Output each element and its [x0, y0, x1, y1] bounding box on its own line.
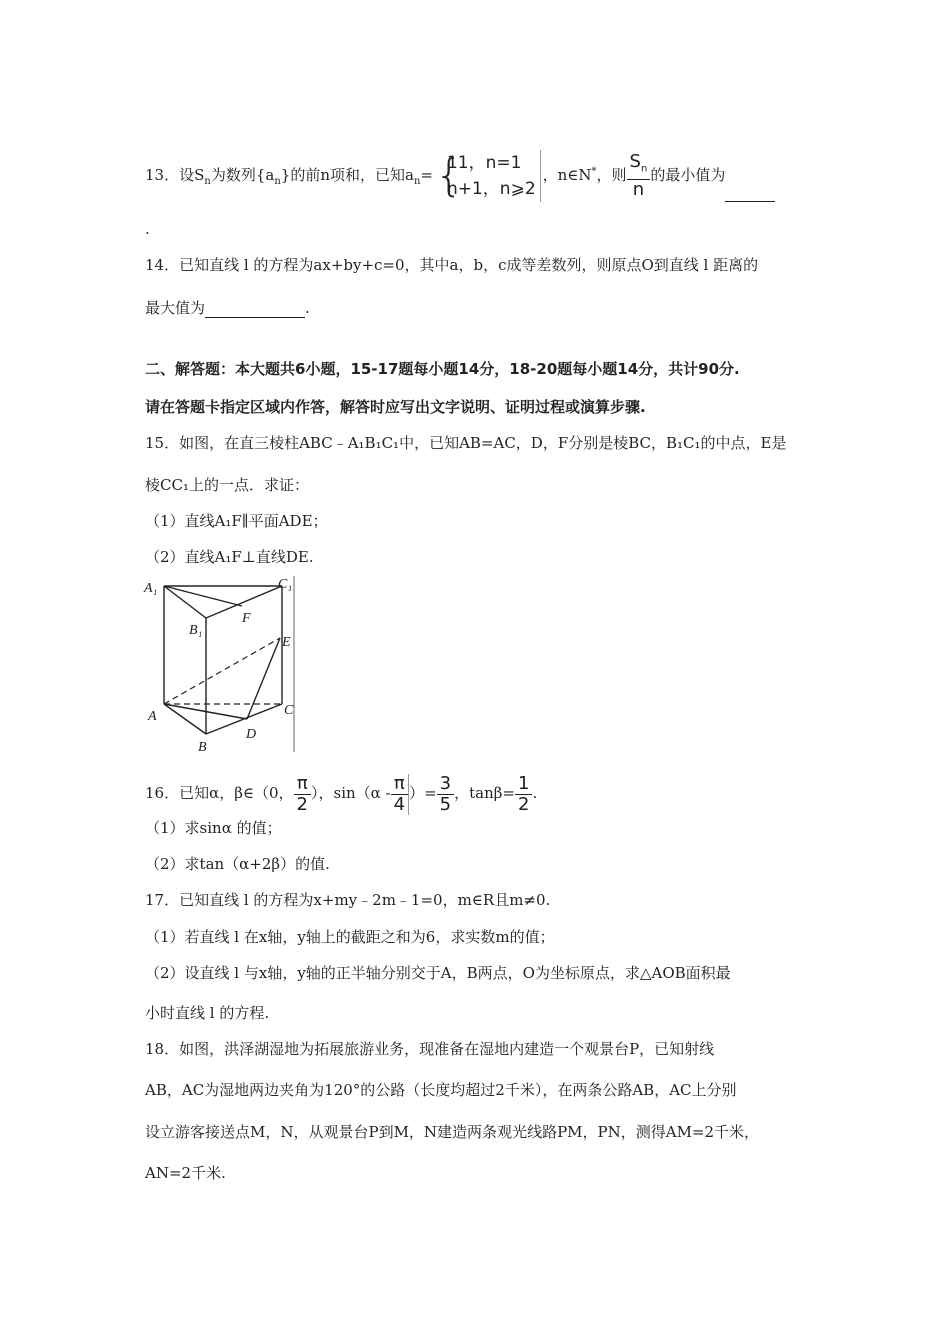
q15-line-2: 棱CC₁上的一点．求证：	[145, 476, 309, 494]
q16-text-4: ，tanβ=	[454, 784, 515, 802]
label-a1: A₁	[144, 581, 158, 596]
frac-num: π	[294, 774, 311, 795]
label-d: D	[246, 727, 257, 742]
pi-over-4	[391, 774, 409, 815]
q14-text: 最大值为	[145, 299, 206, 317]
q18-line-4: AN=2千米.	[145, 1164, 226, 1182]
q16-line	[145, 770, 537, 816]
frac-num: 3	[437, 774, 454, 795]
frac-den: 2	[517, 793, 530, 815]
q13-text-1: 13．设S	[145, 166, 205, 184]
q13-text-5: ，则	[596, 166, 627, 184]
prism-figure	[142, 576, 302, 756]
q14-line-2	[145, 298, 310, 318]
frac-den: n	[632, 179, 645, 201]
label-b1: B₁	[189, 623, 203, 638]
q15-part-1: （1）直线A₁F∥平面ADE；	[145, 512, 328, 530]
three-fifths	[437, 774, 454, 815]
q14-line-1: 14．已知直线 l 的方程为ax+by+c=0，其中a，b，c成等差数列，则原点O到直线 l 距离的	[145, 256, 759, 274]
pi-over-2	[294, 774, 311, 815]
segment-a1f	[164, 586, 242, 606]
q17-line-1: 17．已知直线 l 的方程为x+my﹣2m﹣1=0，m∈R且m≠0.	[145, 891, 551, 909]
frac-den: 2	[296, 793, 308, 815]
label-a: A	[148, 709, 157, 724]
q18-line-2: AB，AC为湿地两边夹角为120°的公路（长度均超过2千米），在两条公路AB，AC上分别	[145, 1081, 737, 1099]
label-c1: C₁	[278, 577, 293, 592]
q16-part-1: （1）求sinα 的值；	[145, 819, 282, 837]
frac-num: S	[629, 150, 641, 172]
answer-blank	[205, 303, 305, 318]
q13-text-2: 为数列{a	[210, 166, 275, 184]
q15-part-2: （2）直线A₁F⊥直线DE.	[145, 548, 314, 566]
q13-text-6: 的最小值为	[650, 166, 726, 184]
frac-den: 4	[393, 793, 406, 815]
section-header-1: 二、解答题：本大题共6小题，15-17题每小题14分，18-20题每小题14分，共计90分.	[145, 360, 740, 378]
q17-part-2b: 小时直线 l 的方程.	[145, 1004, 270, 1022]
label-f: F	[242, 611, 251, 626]
q14-suffix: .	[305, 299, 310, 317]
q18-line-1: 18．如图，洪泽湖湿地为拓展旅游业务，现准备在湿地内建造一个观景台P，已知射线	[145, 1040, 715, 1058]
q13-sub-2: n	[274, 176, 281, 187]
frac-den: 5	[439, 793, 452, 815]
q16-text-1: 16．已知α，β∈（0，	[145, 784, 294, 802]
case-1: 11，n=1	[446, 153, 522, 173]
q13-text-4: ，n∈N	[542, 166, 592, 184]
segment-ae-hidden	[164, 638, 280, 704]
q13-eq: =	[420, 166, 433, 184]
brace-icon: {	[434, 150, 463, 201]
q13-sub-3: n	[413, 176, 421, 187]
q13-line	[145, 150, 775, 202]
frac-num: π	[391, 774, 408, 795]
case-2: n+1，n⩾2	[446, 179, 536, 199]
q16-text-2: ），sin（α -	[311, 784, 391, 802]
sn-over-n-fraction	[627, 152, 651, 201]
q17-part-2a: （2）设直线 l 与x轴，y轴的正半轴分别交于A，B两点，O为坐标原点，求△AOB面积最	[145, 964, 731, 982]
q17-part-1: （1）若直线 l 在x轴，y轴上的截距之和为6，求实数m的值；	[145, 928, 555, 946]
q13-text-3: }的前n项和，已知a	[280, 166, 414, 184]
q15-line-1: 15．如图，在直三棱柱ABC﹣A₁B₁C₁中，已知AB=AC，D，F分别是棱BC，B₁C₁的中点，E是	[145, 434, 787, 452]
label-c: C	[284, 703, 294, 718]
q13-sub-1: n	[204, 176, 211, 187]
section-header-2: 请在答题卡指定区域内作答，解答时应写出文字说明、证明过程或演算步骤.	[145, 398, 646, 416]
q16-text-3: ）=	[409, 784, 437, 802]
q13-period: .	[145, 220, 150, 238]
q16-part-2: （2）求tan（α+2β）的值.	[145, 855, 330, 873]
q18-line-3: 设立游客接送点M，N，从观景台P到M，N建造两条观光线路PM，PN，测得AM=2千米，	[145, 1123, 760, 1141]
label-e: E	[282, 635, 291, 650]
answer-blank	[725, 187, 775, 202]
label-b: B	[198, 740, 207, 755]
one-half	[515, 774, 532, 815]
q16-text-5: .	[532, 784, 538, 802]
frac-num-sub: n	[640, 163, 648, 175]
q13-sup: *	[591, 166, 597, 177]
piecewise-definition	[435, 150, 541, 202]
frac-num: 1	[515, 774, 532, 795]
